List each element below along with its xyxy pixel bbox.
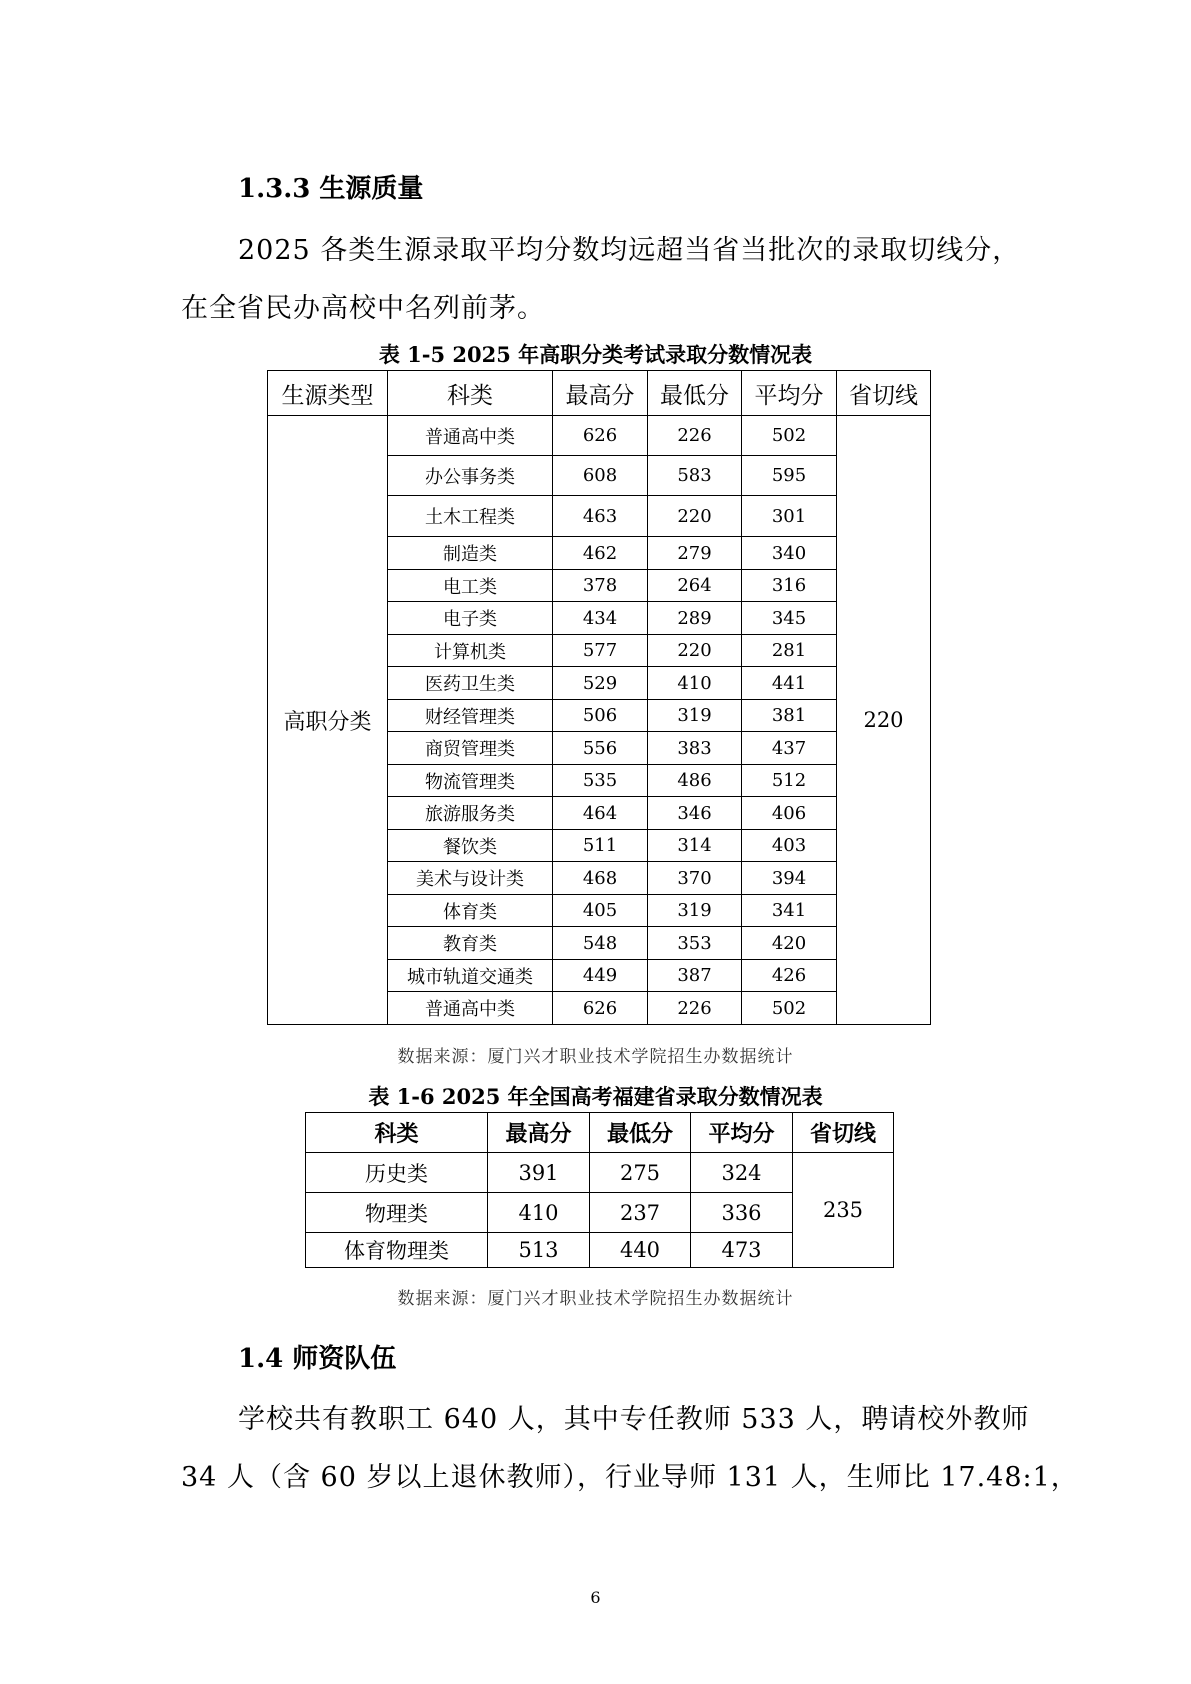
category-cell: 制造类 bbox=[388, 537, 553, 570]
paragraph-line: 2025 各类生源录取平均分数均远超当省当批次的录取切线分， bbox=[238, 235, 1021, 266]
category-cell: 财经管理类 bbox=[388, 700, 553, 732]
table-header-row bbox=[306, 1113, 894, 1153]
table-1-6 bbox=[305, 1112, 894, 1268]
score-cell: 289 bbox=[648, 602, 742, 635]
table-row bbox=[306, 1153, 894, 1193]
score-cell: 506 bbox=[553, 700, 648, 732]
score-cell: 316 bbox=[742, 570, 837, 602]
section-title-1-4: 1.4 师资队伍 bbox=[238, 1344, 397, 1374]
score-cell: 237 bbox=[590, 1193, 691, 1233]
score-cell: 486 bbox=[648, 765, 742, 797]
header-cell: 最低分 bbox=[648, 371, 742, 416]
score-cell: 512 bbox=[742, 765, 837, 797]
score-cell: 440 bbox=[590, 1233, 691, 1268]
category-cell: 历史类 bbox=[306, 1153, 488, 1193]
category-cell: 餐饮类 bbox=[388, 830, 553, 862]
table-1-5 bbox=[267, 370, 931, 1025]
category-cell: 办公事务类 bbox=[388, 456, 553, 496]
score-cell: 394 bbox=[742, 862, 837, 895]
score-cell: 556 bbox=[553, 732, 648, 765]
header-cell: 生源类型 bbox=[268, 371, 388, 416]
category-cell: 医药卫生类 bbox=[388, 667, 553, 700]
score-cell: 473 bbox=[691, 1233, 793, 1268]
category-cell: 普通高中类 bbox=[388, 992, 553, 1025]
score-cell: 353 bbox=[648, 927, 742, 960]
category-cell: 体育物理类 bbox=[306, 1233, 488, 1268]
score-cell: 301 bbox=[742, 496, 837, 537]
score-cell: 426 bbox=[742, 960, 837, 992]
score-cell: 626 bbox=[553, 416, 648, 456]
score-cell: 502 bbox=[742, 416, 837, 456]
score-cell: 406 bbox=[742, 797, 837, 830]
category-cell: 商贸管理类 bbox=[388, 732, 553, 765]
score-cell: 346 bbox=[648, 797, 742, 830]
category-cell: 美术与设计类 bbox=[388, 862, 553, 895]
score-cell: 220 bbox=[648, 635, 742, 667]
score-cell: 381 bbox=[742, 700, 837, 732]
score-cell: 513 bbox=[488, 1233, 590, 1268]
score-cell: 403 bbox=[742, 830, 837, 862]
header-cell: 省切线 bbox=[837, 371, 931, 416]
cutoff-cell: 235 bbox=[793, 1153, 894, 1268]
header-cell: 最高分 bbox=[488, 1113, 590, 1153]
score-cell: 626 bbox=[553, 992, 648, 1025]
score-cell: 275 bbox=[590, 1153, 691, 1193]
category-cell: 计算机类 bbox=[388, 635, 553, 667]
header-cell: 平均分 bbox=[691, 1113, 793, 1153]
category-cell: 体育类 bbox=[388, 895, 553, 927]
category-cell: 普通高中类 bbox=[388, 416, 553, 456]
score-cell: 220 bbox=[648, 496, 742, 537]
score-cell: 464 bbox=[553, 797, 648, 830]
category-cell: 土木工程类 bbox=[388, 496, 553, 537]
score-cell: 336 bbox=[691, 1193, 793, 1233]
header-cell: 最低分 bbox=[590, 1113, 691, 1153]
score-cell: 279 bbox=[648, 537, 742, 570]
score-cell: 529 bbox=[553, 667, 648, 700]
score-cell: 595 bbox=[742, 456, 837, 496]
header-cell: 省切线 bbox=[793, 1113, 894, 1153]
category-cell: 电子类 bbox=[388, 602, 553, 635]
score-cell: 410 bbox=[648, 667, 742, 700]
score-cell: 420 bbox=[742, 927, 837, 960]
score-cell: 319 bbox=[648, 700, 742, 732]
table-1-5-source: 数据来源：厦门兴才职业技术学院招生办数据统计 bbox=[397, 1047, 794, 1067]
score-cell: 387 bbox=[648, 960, 742, 992]
category-cell: 物理类 bbox=[306, 1193, 488, 1233]
score-cell: 434 bbox=[553, 602, 648, 635]
score-cell: 608 bbox=[553, 456, 648, 496]
category-cell: 旅游服务类 bbox=[388, 797, 553, 830]
score-cell: 463 bbox=[553, 496, 648, 537]
score-cell: 577 bbox=[553, 635, 648, 667]
score-cell: 319 bbox=[648, 895, 742, 927]
score-cell: 226 bbox=[648, 416, 742, 456]
score-cell: 264 bbox=[648, 570, 742, 602]
score-cell: 281 bbox=[742, 635, 837, 667]
cutoff-cell: 220 bbox=[837, 416, 931, 1025]
score-cell: 410 bbox=[488, 1193, 590, 1233]
score-cell: 341 bbox=[742, 895, 837, 927]
score-cell: 441 bbox=[742, 667, 837, 700]
header-cell: 科类 bbox=[388, 371, 553, 416]
score-cell: 583 bbox=[648, 456, 742, 496]
paragraph-line: 学校共有教职工 640 人，其中专任教师 533 人，聘请校外教师 bbox=[238, 1404, 1030, 1435]
table-row bbox=[268, 416, 931, 456]
score-cell: 437 bbox=[742, 732, 837, 765]
score-cell: 391 bbox=[488, 1153, 590, 1193]
category-cell: 教育类 bbox=[388, 927, 553, 960]
score-cell: 548 bbox=[553, 927, 648, 960]
paragraph-line: 在全省民办高校中名列前茅。 bbox=[181, 293, 545, 324]
score-cell: 405 bbox=[553, 895, 648, 927]
table-1-6-caption: 表 1-6 2025 年全国高考福建省录取分数情况表 bbox=[368, 1084, 823, 1109]
score-cell: 449 bbox=[553, 960, 648, 992]
score-cell: 340 bbox=[742, 537, 837, 570]
category-cell: 电工类 bbox=[388, 570, 553, 602]
score-cell: 468 bbox=[553, 862, 648, 895]
table-1-5-caption: 表 1-5 2025 年高职分类考试录取分数情况表 bbox=[378, 342, 813, 367]
score-cell: 383 bbox=[648, 732, 742, 765]
score-cell: 511 bbox=[553, 830, 648, 862]
section-title-1-3-3: 1.3.3 生源质量 bbox=[238, 174, 424, 204]
header-cell: 平均分 bbox=[742, 371, 837, 416]
score-cell: 502 bbox=[742, 992, 837, 1025]
score-cell: 324 bbox=[691, 1153, 793, 1193]
score-cell: 314 bbox=[648, 830, 742, 862]
score-cell: 462 bbox=[553, 537, 648, 570]
score-cell: 378 bbox=[553, 570, 648, 602]
category-cell: 城市轨道交通类 bbox=[388, 960, 553, 992]
header-cell: 科类 bbox=[306, 1113, 488, 1153]
table-1-6-source: 数据来源：厦门兴才职业技术学院招生办数据统计 bbox=[397, 1289, 794, 1309]
score-cell: 226 bbox=[648, 992, 742, 1025]
score-cell: 535 bbox=[553, 765, 648, 797]
score-cell: 370 bbox=[648, 862, 742, 895]
paragraph-line: 34 人（含 60 岁以上退休教师），行业导师 131 人，生师比 17.48:1， bbox=[181, 1462, 1079, 1493]
category-cell: 物流管理类 bbox=[388, 765, 553, 797]
table-header-row bbox=[268, 371, 931, 416]
page-number: 6 bbox=[590, 1588, 601, 1607]
header-cell: 最高分 bbox=[553, 371, 648, 416]
group-cell: 高职分类 bbox=[268, 416, 388, 1025]
score-cell: 345 bbox=[742, 602, 837, 635]
